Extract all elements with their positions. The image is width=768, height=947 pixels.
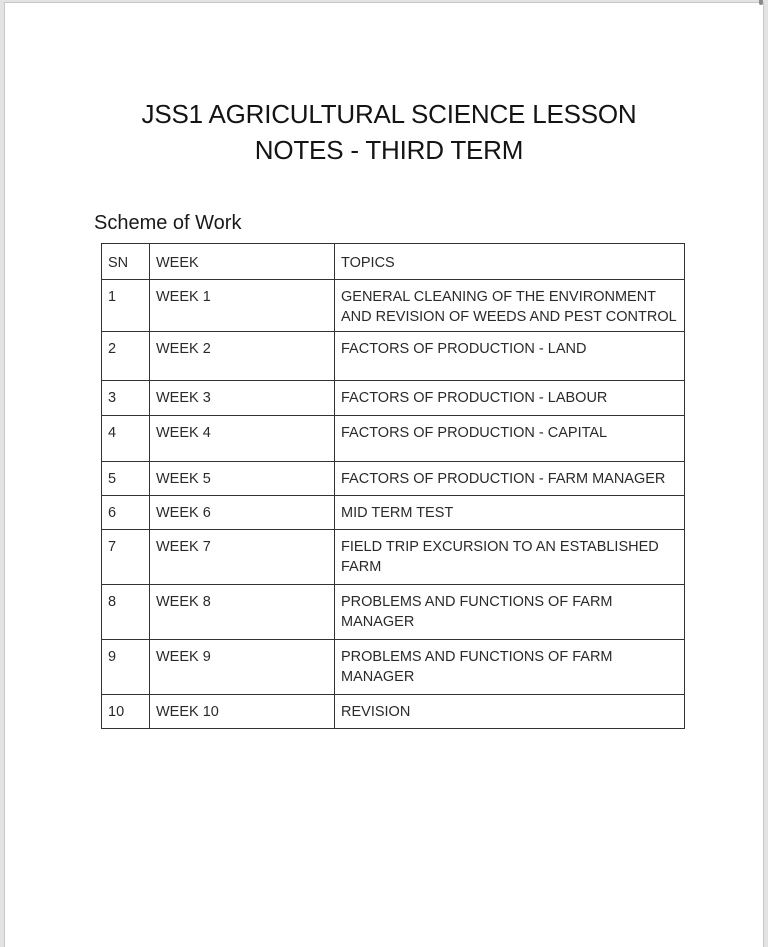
scroll-indicator[interactable] <box>759 0 763 5</box>
cell-week: WEEK 8 <box>150 585 335 640</box>
cell-topic: MID TERM TEST <box>335 496 685 530</box>
table-header-row <box>102 244 685 280</box>
table-row <box>102 381 685 416</box>
cell-sn: 1 <box>102 280 150 332</box>
cell-topic: PROBLEMS AND FUNCTIONS OF FARM MANAGER <box>335 585 685 640</box>
cell-sn: 4 <box>102 416 150 462</box>
table-row <box>102 416 685 462</box>
cell-week: WEEK 4 <box>150 416 335 462</box>
cell-week: WEEK 10 <box>150 695 335 729</box>
table-row <box>102 496 685 530</box>
column-header-week: WEEK <box>150 244 335 280</box>
cell-sn: 7 <box>102 530 150 585</box>
column-header-topics: TOPICS <box>335 244 685 280</box>
cell-topic: FACTORS OF PRODUCTION - LAND <box>335 332 685 381</box>
cell-week: WEEK 3 <box>150 381 335 416</box>
title-line-1: JSS1 AGRICULTURAL SCIENCE LESSON <box>141 99 637 129</box>
column-header-sn: SN <box>102 244 150 280</box>
section-heading-scheme-of-work: Scheme of Work <box>94 212 242 234</box>
table-row <box>102 695 685 729</box>
cell-week: WEEK 9 <box>150 640 335 695</box>
table-row <box>102 280 685 332</box>
table-row <box>102 640 685 695</box>
cell-week: WEEK 5 <box>150 462 335 496</box>
cell-topic: PROBLEMS AND FUNCTIONS OF FARM MANAGER <box>335 640 685 695</box>
cell-week: WEEK 1 <box>150 280 335 332</box>
cell-topic: FACTORS OF PRODUCTION - LABOUR <box>335 381 685 416</box>
cell-sn: 2 <box>102 332 150 381</box>
title-line-2: NOTES - THIRD TERM <box>254 135 524 165</box>
cell-sn: 3 <box>102 381 150 416</box>
cell-week: WEEK 2 <box>150 332 335 381</box>
cell-topic: REVISION <box>335 695 685 729</box>
cell-week: WEEK 7 <box>150 530 335 585</box>
cell-sn: 8 <box>102 585 150 640</box>
cell-topic: FIELD TRIP EXCURSION TO AN ESTABLISHED FARM <box>335 530 685 585</box>
cell-topic: FACTORS OF PRODUCTION - FARM MANAGER <box>335 462 685 496</box>
cell-sn: 10 <box>102 695 150 729</box>
document-title <box>5 96 768 168</box>
table-row <box>102 332 685 381</box>
table-row <box>102 530 685 585</box>
cell-topic: FACTORS OF PRODUCTION - CAPITAL <box>335 416 685 462</box>
scheme-of-work-table <box>101 243 685 729</box>
cell-sn: 6 <box>102 496 150 530</box>
table-row <box>102 462 685 496</box>
table-row <box>102 585 685 640</box>
cell-sn: 9 <box>102 640 150 695</box>
cell-week: WEEK 6 <box>150 496 335 530</box>
cell-sn: 5 <box>102 462 150 496</box>
cell-topic: GENERAL CLEANING OF THE ENVIRONMENT AND REVISION OF WEEDS AND PEST CONTROL <box>335 280 685 332</box>
